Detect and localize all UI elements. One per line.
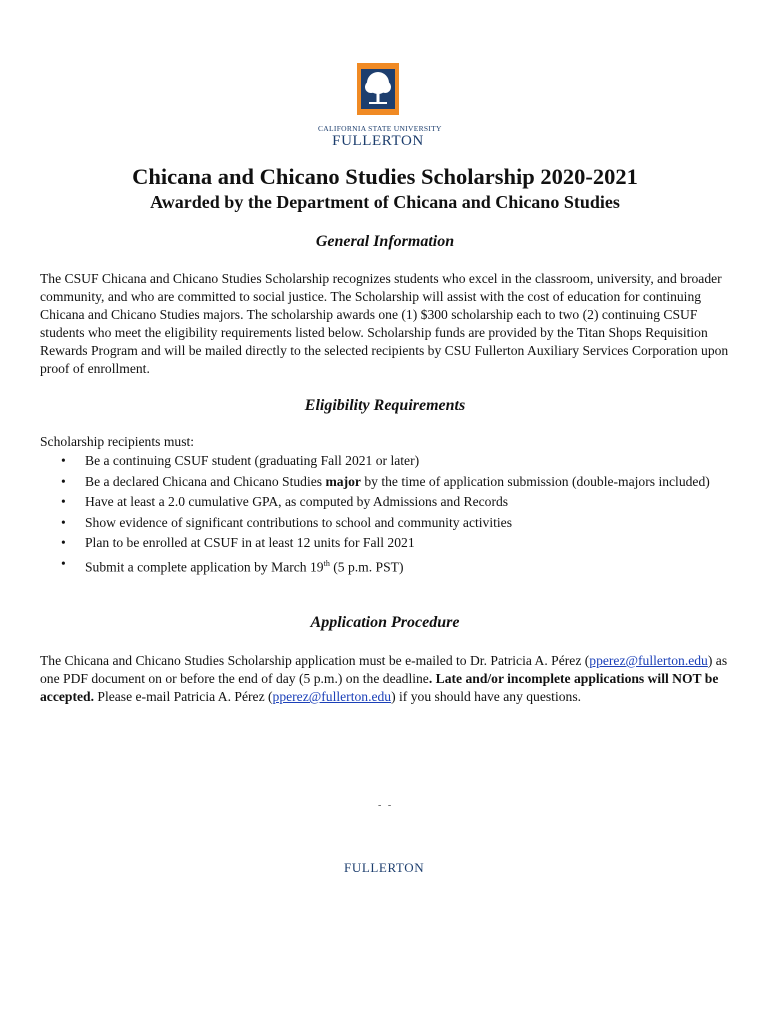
bullet: •	[61, 535, 66, 550]
general-info-heading: General Information	[315, 233, 455, 250]
procedure-text: Please e-mail Patricia A. Pérez (	[93, 689, 273, 704]
list-item-text: Be a continuing CSUF student (graduating Fall 2021 or later)	[85, 453, 420, 468]
list-item	[40, 451, 736, 472]
footer-logo: FULLERTON	[344, 860, 425, 875]
page-subtitle: Awarded by the Department of Chicana and Chicano Studies	[150, 192, 620, 212]
csuf-logo	[318, 63, 442, 150]
list-item	[40, 472, 736, 493]
bullet: •	[61, 514, 66, 530]
list-item-bold: major	[325, 473, 361, 489]
bullet: •	[61, 453, 66, 468]
procedure-heading: Application Procedure	[310, 614, 460, 631]
general-info-paragraph: The CSUF Chicana and Chicano Studies Scholarship recognizes students who excel in the classroom, university, and broader community, and who are committed to social justice. The Scholarship will assist with the cost of education for continuing Chicana and Chicano Studies majors. The scholarship awards one (1) $300 scholarship each to two (2) continuing CSUF students who meet the eligibility requirements listed below. Scholarship funds are provided by the Titan Shops Requisition Rewards Program and will be mailed directly to the selected recipients by CSU Fullerton Auxiliary Services Corporation upon proof of enrollment.	[40, 271, 729, 376]
procedure-warning: . Late and/or incomplete applications will NOT be accepted.	[40, 671, 719, 704]
procedure-text: ) as one PDF document on or before the end of day (5 p.m.) on the deadline	[40, 653, 728, 686]
procedure-text: The Chicana and Chicano Studies Scholarship application must be e-mailed to Dr. Patricia A. Pérez (	[40, 653, 590, 668]
logo-university-small: CALIFORNIA STATE UNIVERSITY	[318, 124, 442, 133]
list-item-text: Show evidence of significant contributions to school and community activities	[85, 514, 512, 530]
list-item	[40, 533, 736, 554]
bullet: •	[61, 473, 66, 489]
eligibility-heading: Eligibility Requirements	[304, 397, 466, 414]
list-item-text: Submit a complete application by March 19	[85, 559, 324, 575]
list-item	[40, 492, 736, 513]
procedure-text: ) if you should have any questions.	[391, 689, 582, 704]
footer-marks: - -	[378, 800, 394, 811]
email-link[interactable]: pperez@fullerton.edu	[589, 653, 708, 668]
list-item	[40, 513, 736, 534]
email-link-2[interactable]: pperez@fullerton.edu	[272, 689, 392, 704]
bullet: •	[61, 494, 66, 509]
procedure-paragraph	[40, 652, 734, 706]
superscript: th	[323, 558, 330, 568]
eligibility-list	[40, 451, 736, 578]
list-item-text: Plan to be enrolled at CSUF in at least 12 units for Fall 2021	[85, 535, 415, 550]
eligibility-intro: Scholarship recipients must:	[40, 434, 195, 449]
list-item	[40, 554, 736, 578]
bullet: •	[61, 555, 66, 571]
list-item-text: by the time of application submission (double-majors included)	[360, 473, 710, 489]
list-item-text: (5 p.m. PST)	[329, 559, 404, 575]
list-item-text: Have at least a 2.0 cumulative GPA, as computed by Admissions and Records	[85, 494, 509, 509]
logo-university-big: FULLERTON	[332, 133, 424, 149]
page-title: Chicana and Chicano Studies Scholarship 2020-2021	[132, 164, 638, 189]
tree-seal-icon	[357, 63, 399, 115]
list-item-text: Be a declared Chicana and Chicano Studies	[85, 473, 326, 489]
